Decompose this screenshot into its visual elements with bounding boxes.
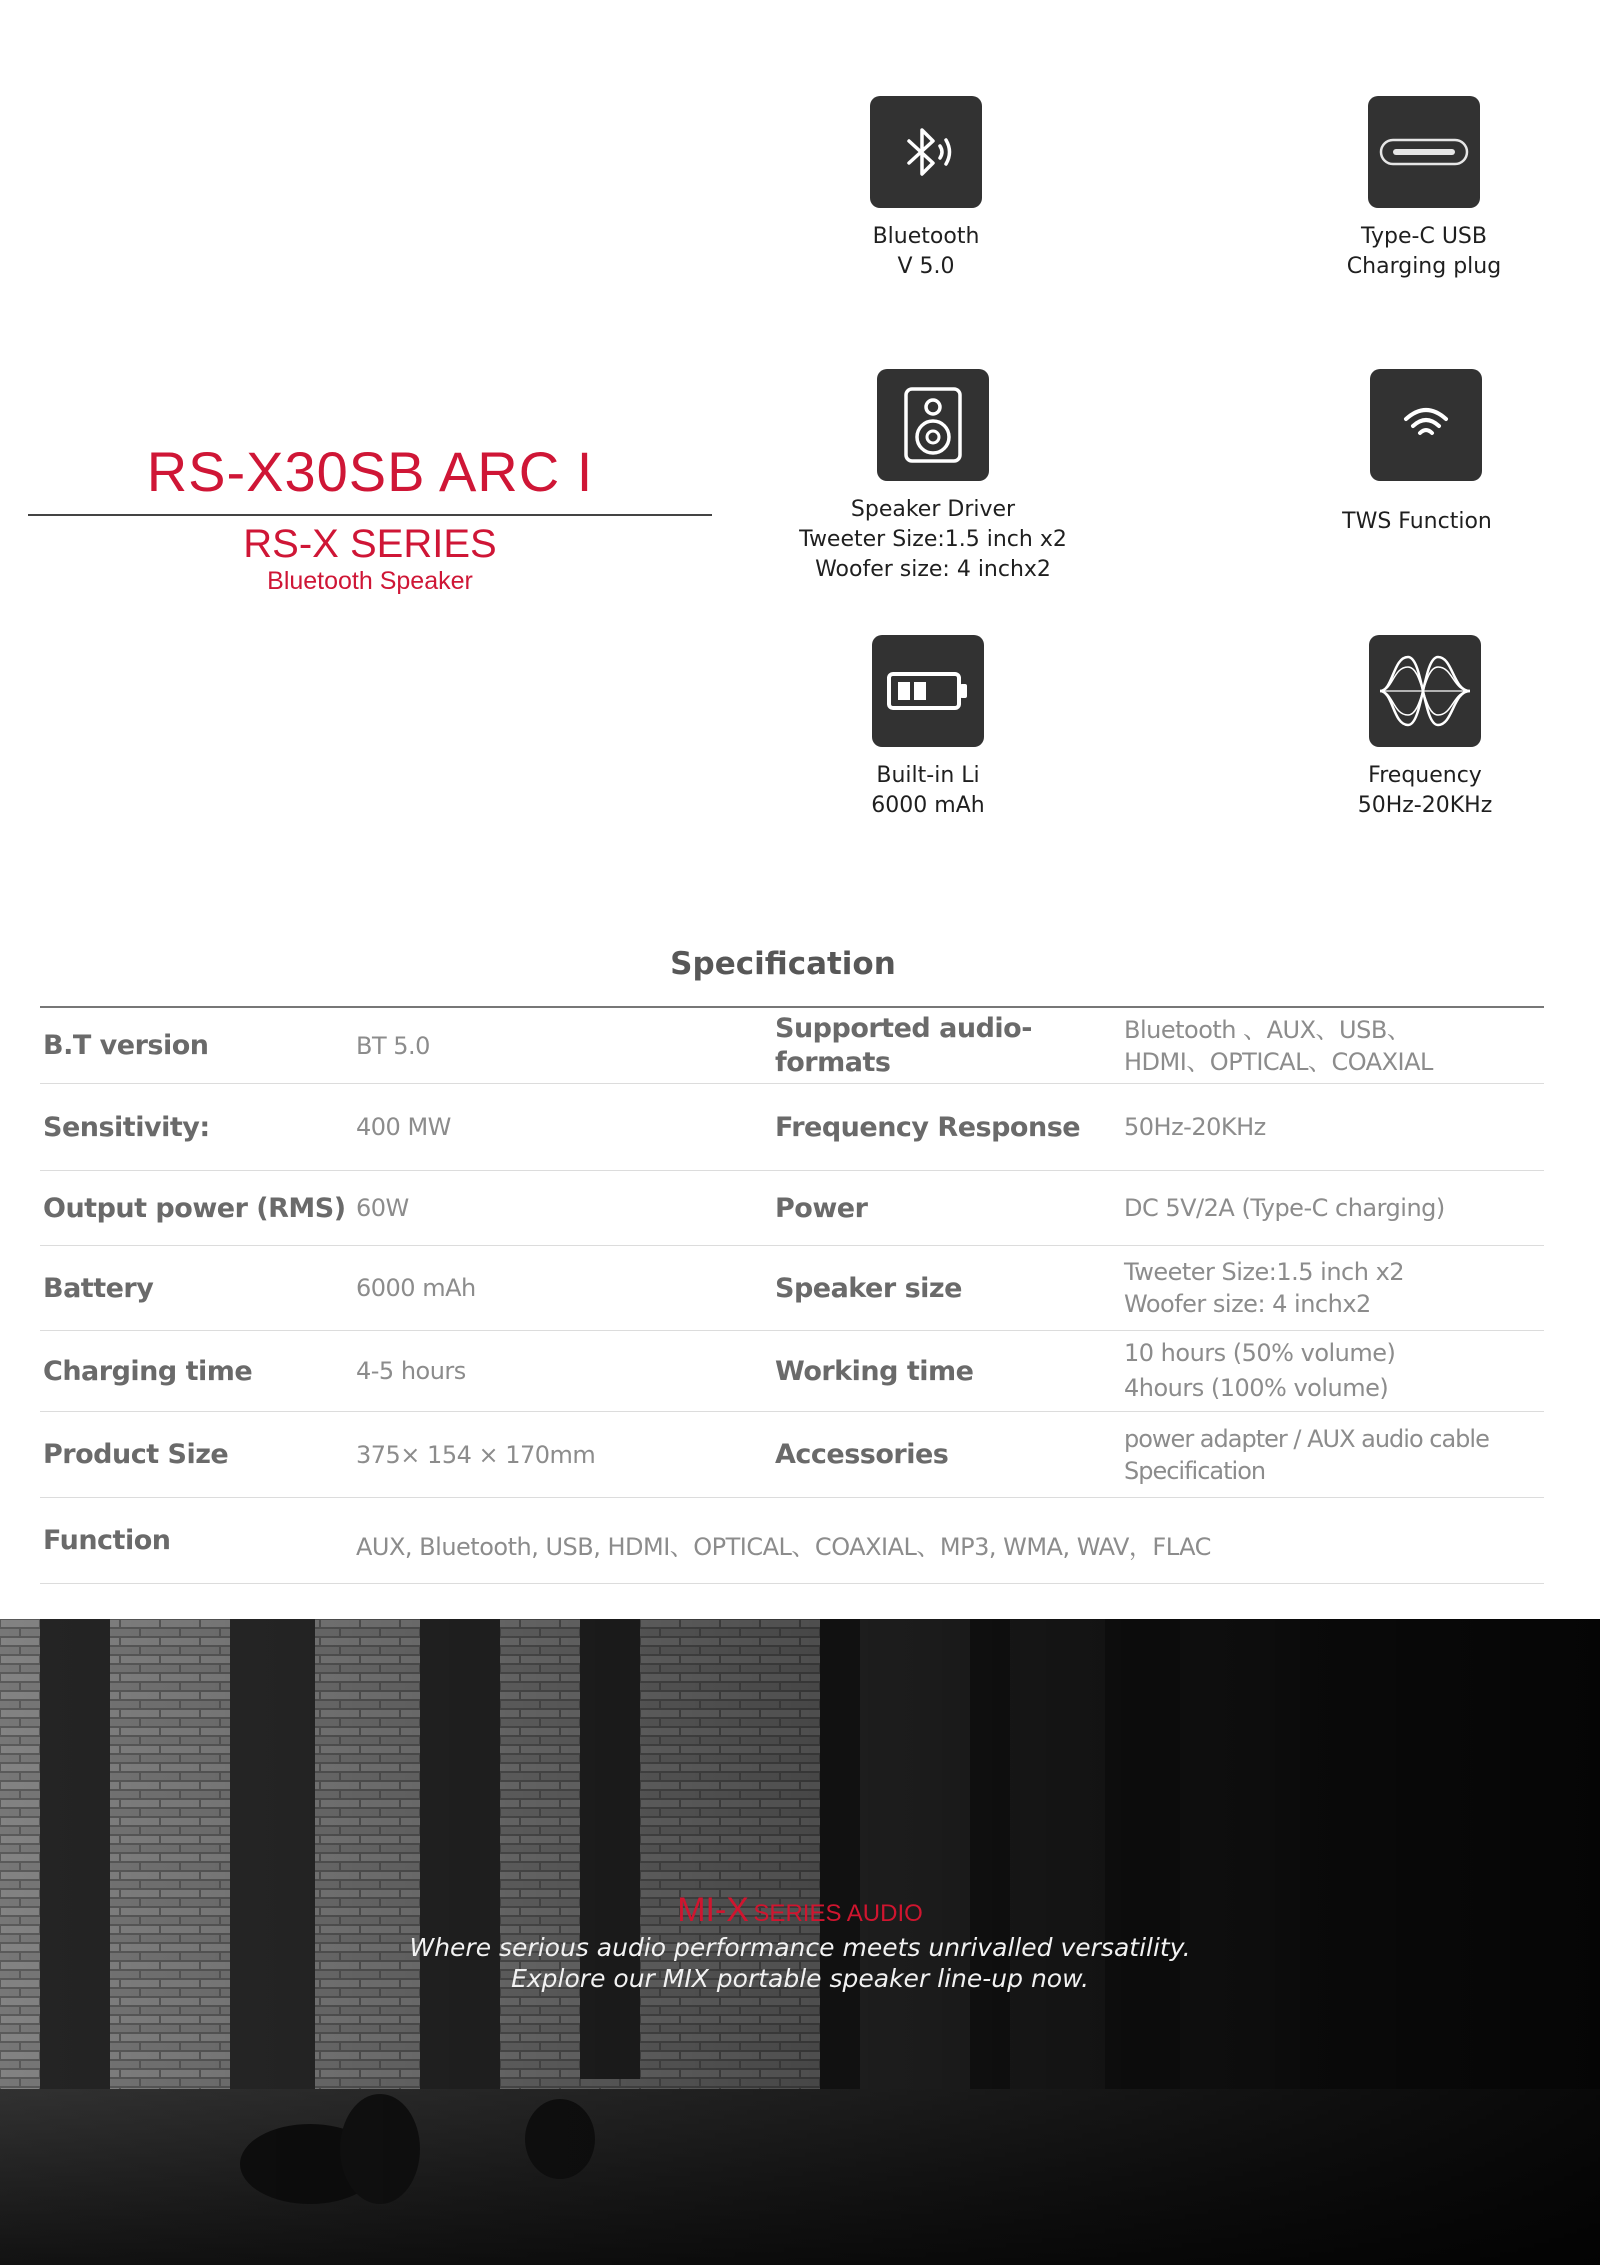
banner-tagline: Where serious audio performance meets unrivalled versatility. Explore our MIX portable speaker line-up now. [409, 1933, 1191, 1993]
feature-tws [1207, 369, 1600, 537]
feature-battery [718, 635, 1138, 821]
spec-value: power adapter / AUX audio cable Specification [1124, 1424, 1489, 1485]
spec-label: Product Size [43, 1439, 229, 1470]
spec-value: AUX, Bluetooth, USB, HDMI、OPTICAL、COAXIAL、MP3, WMA, WAV，FLAC [356, 1532, 1211, 1561]
feature-battery-text: Built-in Li 6000 mAh [871, 763, 985, 818]
spec-label: Sensitivity: [43, 1111, 210, 1143]
product-title-block [28, 440, 712, 596]
spec-value: BT 5.0 [356, 1031, 430, 1060]
spec-value: Bluetooth 、AUX、USB、 HDMI、OPTICAL、COAXIAL [1124, 1015, 1433, 1076]
spec-table [40, 1006, 1544, 1584]
spec-label: Working time [775, 1355, 974, 1387]
usb-c-icon [1368, 96, 1480, 208]
product-model: RS-X30SB ARC I [146, 440, 594, 503]
spec-label: Function [43, 1525, 171, 1556]
spec-heading: Specification [670, 946, 896, 982]
product-subtitle: Bluetooth Speaker [267, 567, 473, 595]
spec-label: B.T version [43, 1030, 209, 1061]
spec-label: Battery [43, 1272, 154, 1304]
spec-value: 6000 mAh [356, 1274, 476, 1302]
title-divider [28, 514, 712, 516]
spec-value: 400 MW [356, 1113, 451, 1141]
feature-frequency-text: Frequency 50Hz-20KHz [1357, 763, 1493, 818]
wifi-icon [1370, 369, 1482, 481]
spec-label: Power [775, 1192, 868, 1224]
spec-value: 375× 154 × 170mm [356, 1440, 596, 1469]
bluetooth-icon [870, 96, 982, 208]
speaker-icon [877, 369, 989, 481]
feature-frequency [1215, 635, 1600, 821]
feature-usb-c-text: Type-C USB Charging plug [1346, 224, 1502, 279]
spec-value: 4-5 hours [356, 1357, 466, 1385]
product-series: RS-X SERIES [243, 522, 497, 566]
battery-icon [872, 635, 984, 747]
spec-label: Accessories [775, 1439, 949, 1470]
spec-label: Supported audio- formats [775, 1012, 1032, 1078]
spec-label: Output power (RMS) [43, 1192, 346, 1224]
spec-label: Charging time [43, 1355, 253, 1387]
feature-bluetooth [716, 96, 1136, 282]
feature-tws-text: TWS Function [1342, 509, 1492, 534]
spec-value: 10 hours (50% volume) 4hours (100% volume) [1124, 1339, 1396, 1402]
spec-label: Speaker size [775, 1272, 962, 1304]
spec-row [40, 1331, 1544, 1412]
spec-row [40, 1246, 1544, 1331]
spec-label: Frequency Response [775, 1111, 1081, 1143]
feature-bluetooth-text: Bluetooth V 5.0 [872, 224, 980, 279]
spec-value: 50Hz-20KHz [1124, 1113, 1266, 1141]
feature-speaker-driver-text: Speaker Driver Tweeter Size:1.5 inch x2 Woofer size: 4 inchx2 [799, 497, 1067, 582]
promo-banner [0, 1619, 1600, 2265]
spec-value: DC 5V/2A (Type-C charging) [1124, 1194, 1445, 1222]
brand-main: MI-X [677, 1891, 749, 1929]
spec-value: 60W [356, 1194, 409, 1222]
sound-wave-icon [1369, 635, 1481, 747]
banner-text [0, 1891, 1600, 1994]
spec-row [40, 1171, 1544, 1246]
spec-row [40, 1084, 1544, 1171]
brand-sub: SERIES AUDIO [753, 1900, 923, 1927]
spec-row [40, 1008, 1544, 1084]
feature-usb-c [1214, 96, 1600, 282]
banner-brand [0, 1891, 1600, 1930]
spec-value: Tweeter Size:1.5 inch x2 Woofer size: 4 inchx2 [1124, 1258, 1405, 1318]
feature-speaker-driver [723, 369, 1143, 585]
spec-row [40, 1412, 1544, 1498]
spec-row-function [40, 1498, 1544, 1584]
